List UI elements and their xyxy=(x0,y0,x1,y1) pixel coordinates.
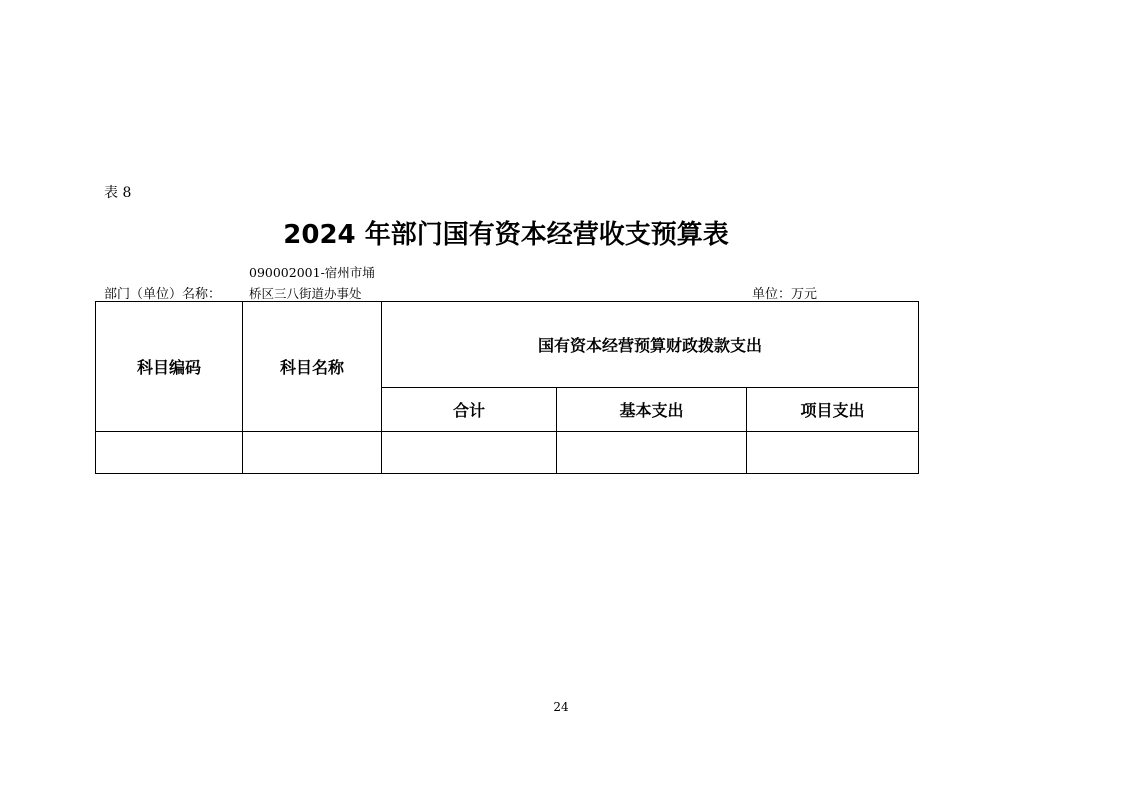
table-cell xyxy=(747,432,919,474)
department-value-line2: 桥区三八街道办事处 xyxy=(249,286,362,301)
header-subject-name: 科目名称 xyxy=(243,302,382,432)
unit-label: 单位：万元 xyxy=(752,287,818,302)
table-row xyxy=(96,432,919,474)
page-title: 2024 年部门国有资本经营收支预算表 xyxy=(283,220,729,250)
table-cell xyxy=(96,432,243,474)
header-subject-code: 科目编码 xyxy=(96,302,243,432)
header-basic-expenditure: 基本支出 xyxy=(557,388,747,432)
department-label: 部门（单位）名称： xyxy=(104,287,222,302)
page-number: 24 xyxy=(553,700,569,714)
department-value-line1: 090002001-宿州市埇 xyxy=(249,265,375,280)
header-total: 合计 xyxy=(382,388,557,432)
header-expenditure-group: 国有资本经营预算财政拨款支出 xyxy=(382,302,919,388)
table-cell xyxy=(243,432,382,474)
table-header-row xyxy=(96,302,919,388)
department-value xyxy=(249,262,389,304)
table-cell xyxy=(382,432,557,474)
table-cell xyxy=(557,432,747,474)
budget-table xyxy=(95,301,919,474)
table-number: 表 8 xyxy=(104,185,132,201)
header-project-expenditure: 项目支出 xyxy=(747,388,919,432)
